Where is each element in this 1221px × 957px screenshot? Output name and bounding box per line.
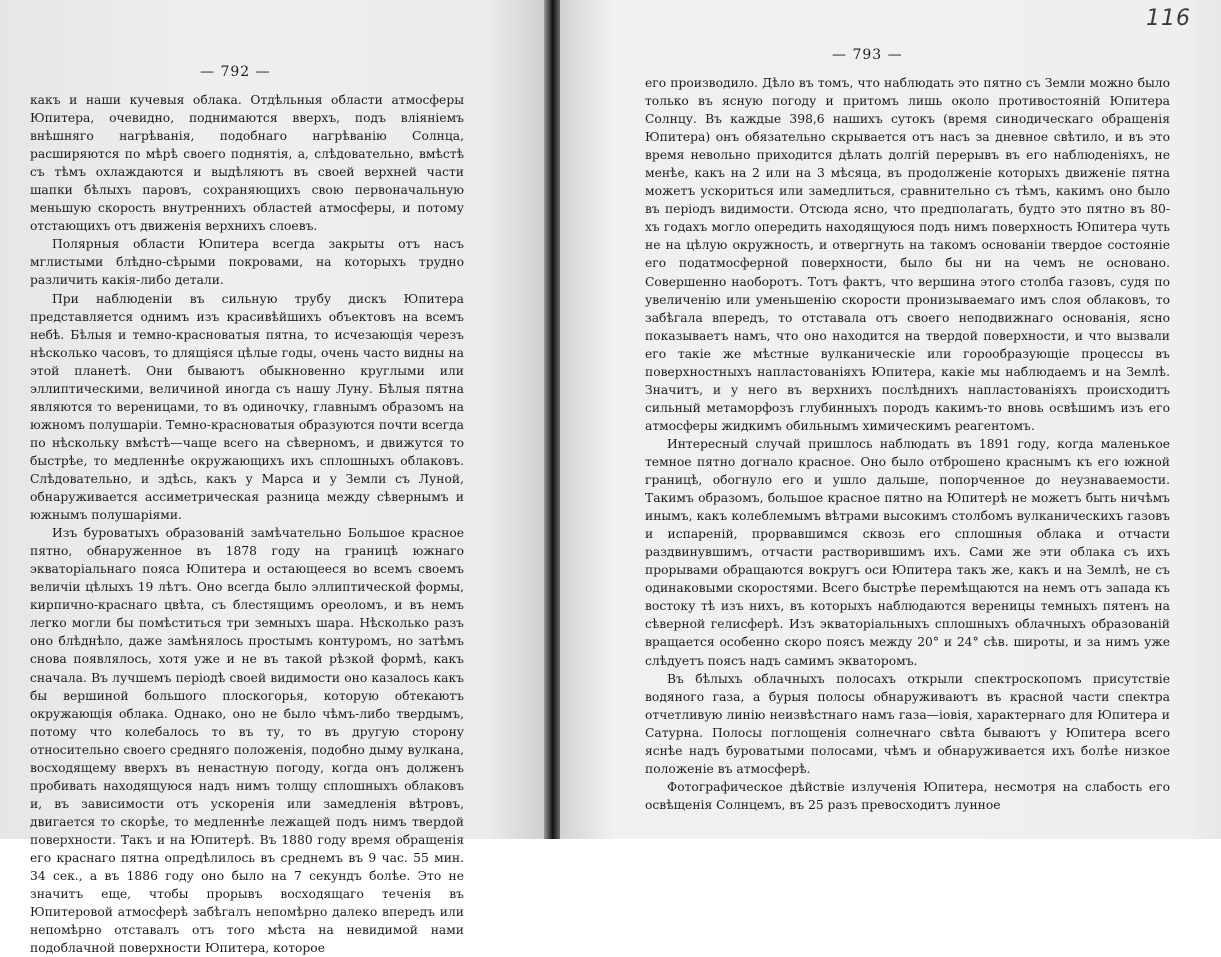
- page-number-right: — 793 —: [832, 47, 903, 63]
- paragraph: Полярныя области Юпитера всегда закрыты отъ насъ мглистыми блѣдно-сѣрыми покровами, на которыхъ трудно различить какія-либо детали.: [30, 237, 464, 288]
- paragraph: Фотографическое дѣйствіе излученія Юпитера, несмотря на слабость его освѣщенія Солнцемъ, въ 25 разъ превосходитъ лунное: [645, 779, 1170, 812]
- paragraph: какъ и наши кучевыя облака. Отдѣльныя области атмосферы Юпитера, очевидно, поднимаются вверхъ, подъ вліяніемъ внѣшняго нагрѣванія, подобнаго нагрѣванію Солнца, расширяются по мѣрѣ своего поднятія, а, слѣдовательно, вмѣстѣ съ тѣмъ охлаждаются и выдѣляютъ въ своей верхней части шапки бѣлыхъ паровъ, сохраняющихъ свою первоначальную меньшую скорость внутреннихъ областей атмосферы, и потому отстающихъ отъ движенія верхнихъ слоевъ.: [30, 93, 464, 234]
- paragraph: его производило. Дѣло въ томъ, что наблюдать это пятно съ Земли можно было только въ ясную погоду и притомъ лишь около противостояній Юпитера Солнцу. Въ каждые 398,6 нашихъ сутокъ (время синодическаго обращенія Юпитера) онъ обязательно скрывается отъ насъ за дневное свѣтило, и въ это время невольно приходится дѣлать долгій перерывъ въ его наблюденіяхъ, не менѣе, какъ на 2 или на 3 мѣсяца, въ продолженіе которыхъ движеніе пятна можетъ ускориться или замедлиться, сравнительно съ тѣмъ, какимъ оно было въ періодъ видимости. Отсюда ясно, что предполагать, будто это пятно въ 80-хъ годахъ могло опередить находящуюся подъ нимъ поверхность Юпитера чуть не на цѣлую окружность, и отвергнуть на такомъ основаніи твердое состояніе его податмосферной поверхности, было бы ни на чемъ не основано. Совершенно наоборотъ. Тотъ фактъ, что вершина этого столба газовъ, судя по увеличенію или уменьшенію скорости пронизываемаго имъ слоя облаковъ, то забѣгала впередъ, то отставала отъ своего неподвижнаго основанія, ясно показываетъ намъ, что оно находится на твердой поверхности, и что вызвали его такіе же мѣстные вулканическіе или горообразующіе процессы въ поверхностныхъ напластованіяхъ Юпитера, какіе мы наблюдаемъ и на Землѣ. Значитъ, и у него въ верхнихъ послѣднихъ напластованіяхъ происходитъ сильный метаморфозъ глубинныхъ породъ какимъ-то вновь освѣшимъ изъ его атмосферы жидкимъ обильнымъ химическимъ реагентомъ.: [645, 76, 1170, 433]
- right-page-text: [645, 74, 1170, 814]
- right-page: [560, 0, 1221, 839]
- left-page: [0, 0, 544, 956]
- book-gutter: [544, 0, 560, 839]
- page-number-left: — 792 —: [200, 64, 271, 80]
- handwritten-folio-number: 116: [1146, 6, 1191, 31]
- paragraph: Интересный случай пришлось наблюдать въ 1891 году, когда маленькое темное пятно догнало красное. Оно было отброшено краснымъ къ его южной границѣ, обогнуло его и ушло дальше, попорченное до неузнаваемости. Такимъ образомъ, большое красное пятно на Юпитерѣ не можетъ быть ничѣмъ инымъ, какъ колеблемымъ вѣтрами высокимъ столбомъ вулканическихъ газовъ и испареній, прорвавшимся сквозь его сплошныя облака и отчасти раздвинувшимъ, отчасти растворившимъ ихъ. Сами же эти облака съ ихъ прорывами обращаются вокругъ оси Юпитера такъ же, какъ и на Землѣ, не съ одинаковыми скоростями. Всего быстрѣе перемѣщаются на немъ отъ запада къ востоку тѣ изъ нихъ, въ которыхъ наблюдаются вереницы темныхъ пятенъ на сѣверной гелисферѣ. Изъ экваторіальныхъ сплошныхъ облачныхъ образованій вращается особенно скоро поясъ между 20° и 24° сѣв. широты, и за нимъ уже слѣдуетъ поясъ надъ самимъ экваторомъ.: [645, 436, 1170, 668]
- paragraph: При наблюденіи въ сильную трубу дискъ Юпитера представляется однимъ изъ красивѣйшихъ объектовъ на всемъ небѣ. Бѣлыя и темно-красноватыя пятна, то исчезающія черезъ нѣсколько часовъ, то длящіяся цѣлые годы, очень часто видны на этой планетѣ. Они бываютъ обыкновенно круглыми или эллиптическими, величиной иногда съ нашу Луну. Бѣлыя пятна являются то вереницами, то въ одиночку, главнымъ образомъ на южномъ полушаріи. Темно-красноватыя образуются почти всегда по нѣскольку вмѣстѣ—чаще всего на сѣверномъ, и движутся то быстрѣе, то медленнѣе окружающихъ ихъ сплошныхъ облаковъ. Слѣдовательно, и здѣсь, какъ у Марса и у Земли съ Луной, обнаруживается ассиметрическая разница между сѣвернымъ и южнымъ полушаріями.: [30, 291, 464, 523]
- paragraph: Въ бѣлыхъ облачныхъ полосахъ открыли спектроскопомъ присутствіе водяного газа, а бурыя полосы обнаруживаютъ въ красной части спектра отчетливую линію неизвѣстнаго намъ газа—іовія, характернаго для Юпитера и Сатурна. Полосы поглощенія солнечнаго свѣта бываютъ у Юпитера всего яснѣе надъ буроватыми полосами, чѣмъ и обнаруживается ихъ болѣе низкое положеніе въ атмосферѣ.: [645, 671, 1170, 776]
- left-page-text: [30, 91, 464, 957]
- paragraph: Изъ буроватыхъ образованій замѣчательно Большое красное пятно, обнаруженное въ 1878 году на границѣ южнаго экваторіальнаго пояса Юпитера и остающееся во всемъ своемъ величіи цѣлыхъ 19 лѣтъ. Оно всегда было эллиптической формы, кирпично-краснаго цвѣта, съ блестящимъ ореоломъ, и въ немъ легко могли бы помѣститься три земныхъ шара. Нѣсколько разъ оно блѣднѣло, даже замѣнялось простымъ контуромъ, но затѣмъ снова появлялось, хотя уже и не въ такой рѣзкой формѣ, какъ сначала. Въ лучшемъ періодѣ своей видимости оно казалось какъ бы вершиной большого плоскогорья, которую обтекаютъ окружающія облака. Однако, оно не было чѣмъ-либо твердымъ, потому что колебалось то въ ту, то въ другую сторону относительно своего средняго положенія, подобно дыму вулкана, восходящему вверхъ въ ненастную погоду, когда онъ долженъ пробивать находящуюся надъ нимъ толщу сплошныхъ облаковъ и, въ зависимости отъ ускоренія или замедленія вѣтровъ, двигается то скорѣе, то медленнѣе лежащей подъ нимъ твердой поверхности. Такъ и на Юпитерѣ. Въ 1880 году время обращенія его краснаго пятна опредѣлилось въ среднемъ въ 9 час. 55 мин. 34 сек., а въ 1886 году оно было на 7 секундъ болѣе. Это не значитъ еще, чтобы прорывъ восходящаго теченія въ Юпитеровой атмосферѣ забѣгалъ непомѣрно далеко впередъ или непомѣрно отставалъ отъ того мѣста на невидимой нами подоблачной поверхности Юпитера, которое: [30, 526, 464, 956]
